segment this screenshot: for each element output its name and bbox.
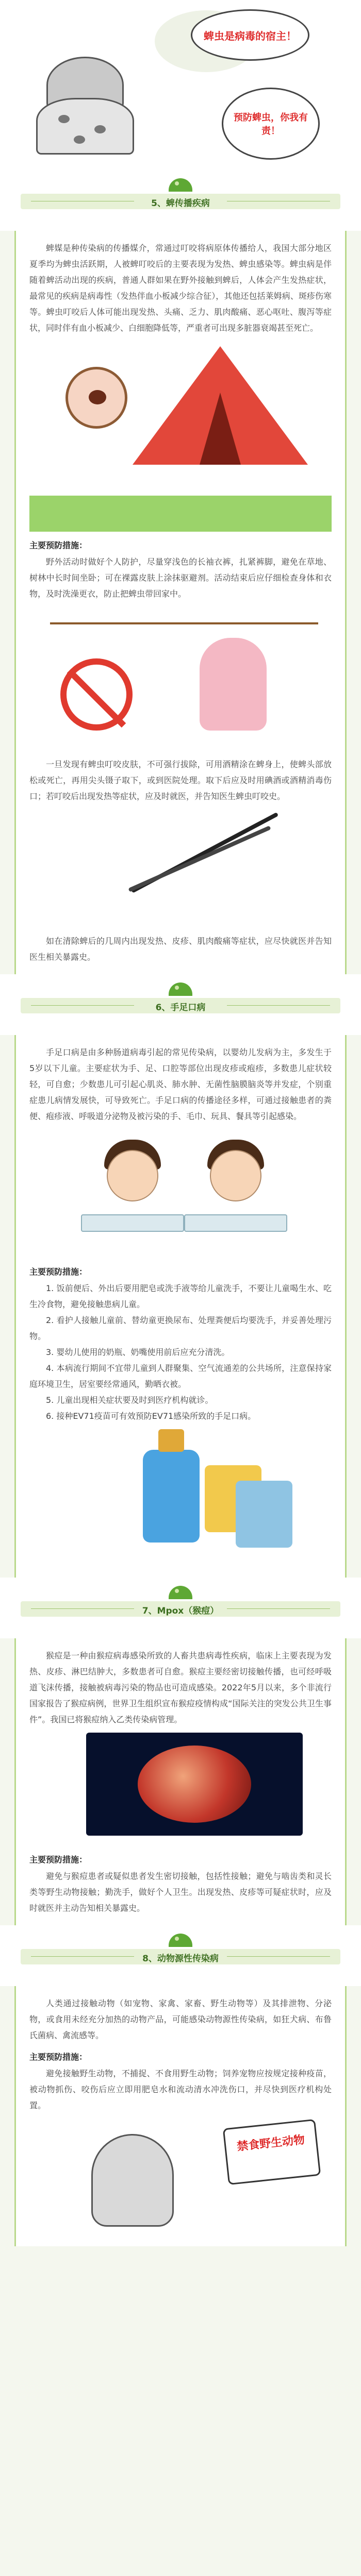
- page-footer-space: [0, 2246, 361, 2257]
- prevent-title: 主要预防措施：: [29, 2052, 88, 2062]
- section-title: 7、Mpox（猴痘）: [142, 1606, 219, 1616]
- leaf-ornament-icon: [169, 1586, 192, 1599]
- sink: [81, 1214, 184, 1232]
- speech-bubble-top: 蜱虫是病毒的宿主！: [191, 9, 309, 61]
- section-title: 8、动物源性传染病: [142, 1954, 219, 1964]
- prevent-item: 2. 看护人接触儿童前、替幼童更换尿布、处理粪便后均要洗手，并妥善处理污物。: [29, 1315, 332, 1341]
- section-intro: 猴痘是一种由猴痘病毒感染所致的人畜共患病毒性疾病，临床上主要表现为发热、皮疹、淋巴结肿大，多数患者可自愈。猴痘主要经密切接触传播，也可经呼吸道飞沫传播，接触被病毒污染的物品也可造成感染。2022年5月以来，多个非流行国家报告了猴痘病例，世界卫生组织宣布猴痘疫情构成“国际关注的突发公共卫生事件”。我国已将猴痘纳入乙类传染病管理。: [29, 1651, 332, 1724]
- spot: [74, 135, 85, 144]
- section-title: 5、蜱传播疾病: [151, 198, 210, 209]
- tweezers-illustration: [29, 804, 332, 933]
- spray-bottle-icon: [143, 1450, 200, 1543]
- kid-boy: [107, 1150, 158, 1201]
- section-title: 6、手足口病: [155, 1003, 206, 1013]
- mushroom-body: [36, 98, 134, 155]
- section-header: [0, 170, 361, 231]
- leaf-ornament-icon: [169, 178, 192, 192]
- tent-illustration: [29, 336, 332, 532]
- tick-magnified-icon: [65, 367, 127, 429]
- prevent-item: 3. 婴幼儿使用的奶瓶、奶嘴使用前后应充分清洗。: [46, 1347, 230, 1357]
- virus-particle-icon: [138, 1745, 251, 1823]
- section-card: [14, 1986, 347, 2246]
- section-intro: 人类通过接触动物（如宠物、家禽、家畜、野生动物等）及其排泄物、分泌物，或食用未经充分加热的动物产品，可能感染动物源性传染病，如狂犬病、布鲁氏菌病、禽流感等。: [29, 1998, 332, 2040]
- section-header: [0, 974, 361, 1035]
- tent-door: [200, 393, 241, 465]
- prevent-text: 避免与猴痘患者或疑似患者发生密切接触，包括性接触；避免与啮齿类和灵长类等野生动物接触；勤洗手，做好个人卫生。出现发热、皮疹等可疑症状时，应及时就医并主动告知相关暴露史。: [29, 1871, 332, 1913]
- prevent-item: 1. 饭前便后、外出后要用肥皂或洗手液等给儿童洗手，不要让儿童喝生水、吃生冷食物，避免接触患病儿童。: [29, 1283, 332, 1309]
- prevent-title: 主要预防措施：: [29, 1267, 88, 1277]
- prevent-item: 5. 儿童出现相关症状要及时到医疗机构就诊。: [46, 1395, 214, 1405]
- virus-illustration: [29, 1727, 332, 1846]
- kid-girl: [210, 1150, 261, 1201]
- prevent-title: 主要预防措施：: [29, 1855, 88, 1865]
- person-figure: [91, 2134, 174, 2227]
- handwashing-illustration: [29, 1124, 332, 1258]
- note-text: 如在清除蜱后的几周内出现发热、皮疹、肌肉酸痛等症状，应尽快就医并告知医生相关暴露史。: [29, 936, 332, 962]
- speech-bubble-side: 预防蜱虫，你我有责！: [222, 88, 320, 160]
- sink: [184, 1214, 287, 1232]
- section-card: [14, 231, 347, 974]
- spot: [94, 125, 106, 133]
- prevent-item: 4. 本病流行期间不宜带儿童到人群聚集、空气流通差的公共场所，注意保持家庭环境卫生，居室要经常通风，勤晒衣被。: [29, 1363, 332, 1389]
- prevent-item: 6. 接种EV71疫苗可有效预防EV71感染所致的手足口病。: [46, 1411, 256, 1421]
- prohibited-icon: [60, 658, 133, 731]
- section-card: [14, 1035, 347, 1578]
- clothesline: [50, 622, 318, 624]
- laundry-illustration: [29, 602, 332, 756]
- cleaning-illustration: [29, 1424, 332, 1568]
- section-header: [0, 1578, 361, 1638]
- person-figure: [200, 638, 267, 731]
- wild-animal-sticker: 禁食野生动物: [223, 2119, 321, 2185]
- section-intro: 手足口病是由多种肠道病毒引起的常见传染病，以婴幼儿发病为主，多发生于5岁以下儿童。主要症状为手、足、口腔等部位出现皮疹或疱疹，多数患儿症状较轻，可自愈；少数患儿可引起心肌炎、肺水肿、无菌性脑膜脑炎等并发症，个别重症患儿病情发展快，可导致死亡。手足口病的传播途径多样，可通过接触患者的粪便、疱疹液、呼吸道分泌物及被污染的手、毛巾、玩具、餐具等引起感染。: [29, 1047, 332, 1121]
- spot: [58, 115, 70, 123]
- section-header: [0, 1925, 361, 1986]
- leaf-ornament-icon: [169, 1934, 192, 1947]
- prevent-text: 野外活动时做好个人防护，尽量穿浅色的长袖衣裤，扎紧裤脚，避免在草地、树林中长时间坐卧；可在裸露皮肤上涂抹驱避剂。活动结束后应仔细检查身体和衣物，及时洗澡更衣，防止把蜱虫带回家中。: [29, 557, 332, 599]
- tweezers-arm: [128, 825, 271, 892]
- section-intro: 蜱媒是种传染病的传播媒介，常通过叮咬将病原体传播给人，我国大部分地区夏季均为蜱虫活跃期，人被蜱叮咬后的主要表现为发热、蜱虫感染等。蜱虫病是伴随着蜱活动出现的疾病，普通人群如果在野外接触到蜱后，人体会产生发热症状，最常见的疾病是病毒性（发热伴血小板减少综合征），其他还包括莱姆病、斑疹伤寒等。蜱虫叮咬后人体可能出现发热、头痛、乏力、肌肉酸痛、恶心呕吐、腹泻等症状，同时伴有血小板减少、白细胞降低等，严重者可出现多脏器衰竭甚至死亡。: [29, 243, 332, 333]
- animal-illustration: [29, 2113, 332, 2237]
- sponge-icon: [236, 1481, 292, 1548]
- section-card: [14, 1638, 347, 1925]
- leaf-ornament-icon: [169, 982, 192, 996]
- extra-text: 一旦发现有蜱虫叮咬皮肤，不可强行拔除，可用酒精涂在蜱身上，使蜱头部放松或死亡，再用尖头镊子取下，或到医院处理。取下后应及时用碘酒或酒精消毒伤口；若叮咬后出现发热等症状，应及时就医，并告知医生蜱虫叮咬史。: [29, 759, 332, 801]
- hero-illustration: [0, 0, 361, 170]
- prevent-text: 避免接触野生动物，不捕捉、不食用野生动物；饲养宠物应按规定接种疫苗，被动物抓伤、咬伤后应立即用肥皂水和流动清水冲洗伤口，并尽快到医疗机构处置。: [29, 2069, 332, 2110]
- prevent-title: 主要预防措施：: [29, 540, 88, 550]
- grass: [29, 496, 332, 532]
